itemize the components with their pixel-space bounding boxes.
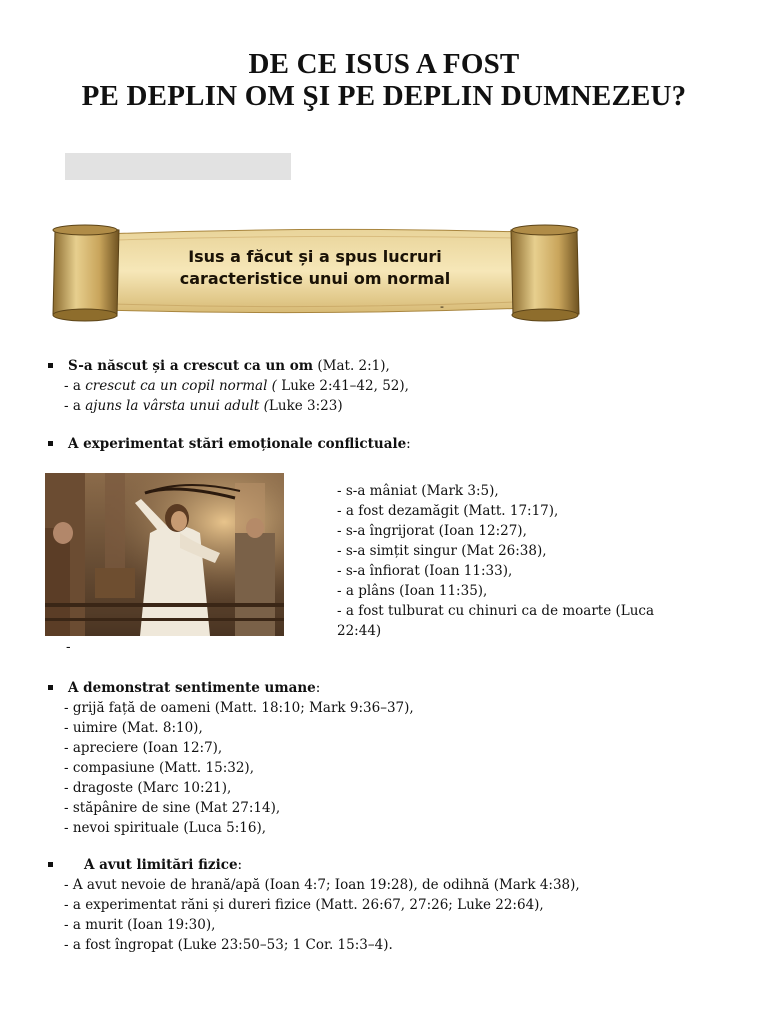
list-item: - uimire (Mat. 8:10),: [64, 720, 203, 736]
section-heading: S-a născut și a crescut ca un om (Mat. 2:1),: [48, 356, 409, 376]
list-item: - a fost dezamăgit (Matt. 17:17),: [337, 503, 559, 519]
list-item: - grijă față de oameni (Matt. 18:10; Mark 9:36–37),: [64, 700, 414, 716]
trailing-dash: -: [66, 639, 71, 655]
list-item: - nevoi spirituale (Luca 5:16),: [64, 820, 267, 836]
list-item: - s-a înfiorat (Ioan 11:33),: [337, 563, 513, 579]
section-emotions-heading: [48, 434, 411, 454]
bullet-icon: [48, 363, 53, 368]
scroll-banner: [45, 220, 585, 325]
title-line-1: DE CE ISUS A FOST: [248, 48, 520, 80]
section-feelings: [48, 678, 414, 838]
list-item: - a ajuns la vârsta unui adult (Luke 3:23): [64, 398, 343, 414]
list-item: - a fost îngropat (Luke 23:50–53; 1 Cor. 15:3–4).: [64, 937, 393, 953]
list-item: - s-a îngrijorat (Ioan 12:27),: [337, 523, 527, 539]
banner-line-2: caracteristice unui om normal: [179, 269, 451, 288]
title-line-2: PE DEPLIN OM ŞI PE DEPLIN DUMNEZEU?: [81, 80, 687, 112]
section-heading: A experimentat stări emoționale conflictuale:: [48, 434, 411, 454]
list-item: - s-a mâniat (Mark 3:5),: [337, 483, 499, 499]
list-item: - a crescut ca un copil normal ( Luke 2:41–42, 52),: [64, 378, 409, 394]
list-item: - dragoste (Marc 10:21),: [64, 780, 232, 796]
scroll-roll-right: [511, 225, 579, 321]
banner-text: [165, 246, 465, 313]
scroll-roll-left: [53, 225, 119, 321]
page-title: [0, 48, 768, 112]
list-item: - a murit (Ioan 19:30),: [64, 917, 216, 933]
list-item: - apreciere (Ioan 12:7),: [64, 740, 223, 756]
banner-line-1: Isus a făcut și a spus lucruri: [188, 247, 442, 266]
bullet-icon: [48, 862, 53, 867]
list-item: - compasiune (Matt. 15:32),: [64, 760, 254, 776]
section-heading: A demonstrat sentimente umane:: [48, 678, 414, 698]
bullet-icon: [48, 441, 53, 446]
section-born: [48, 356, 409, 416]
jesus-temple-photo: [45, 473, 284, 636]
list-item: - a fost tulburat cu chinuri ca de moarte (Luca 22:44): [337, 603, 655, 639]
redacted-bar: [65, 153, 291, 180]
section-physical: [48, 855, 580, 955]
list-item: - s-a simțit singur (Mat 26:38),: [337, 543, 547, 559]
list-item: - stăpânire de sine (Mat 27:14),: [64, 800, 281, 816]
banner-dash: -: [440, 300, 444, 313]
bullet-icon: [48, 685, 53, 690]
section-heading: A avut limitări fizice:: [48, 855, 580, 875]
list-item: - a experimentat răni și dureri fizice (Matt. 26:67, 27:26; Luke 22:64),: [64, 897, 544, 913]
emotions-list: [337, 481, 737, 641]
list-item: - A avut nevoie de hrană/apă (Ioan 4:7; Ioan 19:28), de odihnă (Mark 4:38),: [64, 877, 580, 893]
list-item: - a plâns (Ioan 11:35),: [337, 583, 488, 599]
